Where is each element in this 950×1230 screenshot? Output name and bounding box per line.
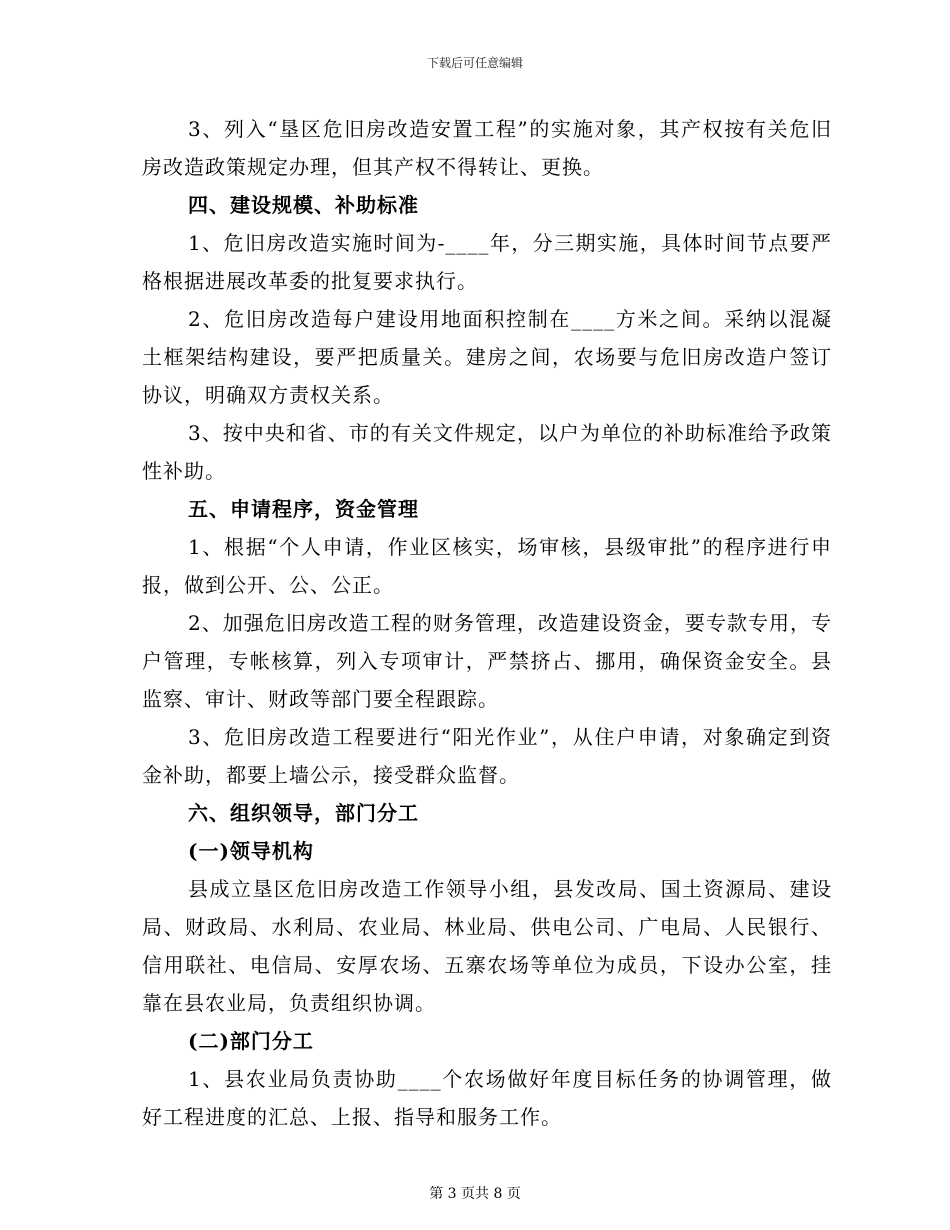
page-header: 下载后可任意编辑 — [426, 56, 523, 70]
section-heading-4: 四、建设规模、补助标准 — [188, 193, 419, 217]
page-footer: 第 3 页共 8 页 — [429, 1186, 521, 1202]
paragraph-sunshine-operation: 3、危旧房改造工程要进行“阳光作业”，从住户申请，对象确定到资金补助，都要上墙公示，接受群众监督。 — [142, 725, 832, 787]
subsection-heading-division: (二)部门分工 — [188, 1029, 314, 1053]
paragraph-implementation-time: 1、危旧房改造实施时间为-____年，分三期实施，具体时间节点要严格根据进展改革委的批复要求执行。 — [142, 231, 832, 293]
subsection-heading-leadership: (一)领导机构 — [188, 839, 314, 863]
paragraph-3-property-rights: 3、列入“垦区危旧房改造安置工程”的实施对象，其产权按有关危旧房改造政策规定办理，但其产权不得转让、更换。 — [142, 117, 832, 179]
document-body — [142, 110, 832, 1136]
paragraph-subsidy-standard: 3、按中央和省、市的有关文件规定，以户为单位的补助标准给予政策性补助。 — [142, 421, 832, 483]
paragraph-application-procedure: 1、根据“个人申请，作业区核实，场审核，县级审批”的程序进行申报，做到公开、公、公正。 — [142, 535, 832, 597]
paragraph-financial-management: 2、加强危旧房改造工程的财务管理，改造建设资金，要专款专用，专户管理，专帐核算，列入专项审计，严禁挤占、挪用，确保资金安全。县监察、审计、财政等部门要全程跟踪。 — [142, 611, 832, 711]
paragraph-land-area: 2、危旧房改造每户建设用地面积控制在____方米之间。采纳以混凝土框架结构建设，要严把质量关。建房之间，农场要与危旧房改造户签订协议，明确双方责权关系。 — [142, 307, 832, 407]
paragraph-agriculture-bureau: 1、县农业局负责协助____个农场做好年度目标任务的协调管理，做好工程进度的汇总、上报、指导和服务工作。 — [142, 1067, 832, 1129]
section-heading-6: 六、组织领导，部门分工 — [188, 801, 419, 825]
paragraph-leading-group: 县成立垦区危旧房改造工作领导小组，县发改局、国土资源局、建设局、财政局、水利局、农业局、林业局、供电公司、广电局、人民银行、信用联社、电信局、安厚农场、五寨农场等单位为成员，下设办公室，挂靠在县农业局，负责组织协调。 — [142, 877, 832, 1015]
section-heading-5: 五、申请程序，资金管理 — [188, 497, 419, 521]
